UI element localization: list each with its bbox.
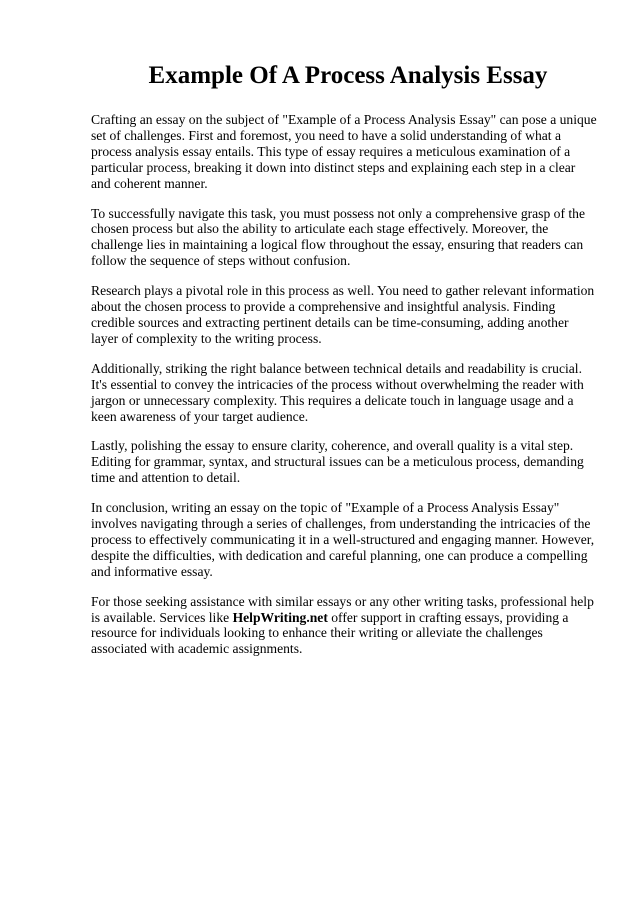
paragraph-navigate: To successfully navigate this task, you must possess not only a comprehensive grasp of the chosen process but also the ability to articulate each stage effectively. Moreover, the challenge lies in maintaining a logical flow throughout the essay, ensuring that readers can follow the sequence of steps without confusion. (91, 205, 586, 269)
paragraph-intro: Crafting an essay on the subject of "Example of a Process Analysis Essay" can pose a unique set of challenges. First and foremost, you need to have a solid understanding of what a process analysis essay entails. This type of essay requires a meticulous examination of a particular process, breaking it down into distinct steps and explaining each step in a clear and coherent manner. (91, 112, 597, 191)
helpwriting-link[interactable]: HelpWriting.net (232, 609, 328, 625)
closing-text-before-link: For those seeking assistance with similar essays or any other writing tasks, professional help is available. Services like (91, 593, 594, 625)
paragraph-research: Research plays a pivotal role in this process as well. You need to gather relevant information about the chosen process to provide a comprehensive and insightful analysis. Finding credible sources and extracting pertinent details can be time-consuming, adding another layer of complexity to the writing process. (91, 283, 595, 346)
paragraph-conclusion: In conclusion, writing an essay on the topic of "Example of a Process Analysis Essay" involves navigating through a series of challenges, from understanding the intricacies of the process to effectively communicating it in a well-structured and engaging manner. However, despite the difficulties, with dedication and careful planning, one can produce a compelling and informative essay. (91, 500, 595, 579)
closing-text-after-link: offer support in crafting essays, providing a resource for individuals looking to enhance their writing or alleviate the challenges associated with academic assignments. (91, 609, 569, 657)
paragraph-closing (91, 594, 597, 658)
paragraph-polishing: Lastly, polishing the essay to ensure clarity, coherence, and overall quality is a vital step. Editing for grammar, syntax, and structural issues can be a meticulous process, demanding time and attention to detail. (91, 438, 584, 486)
paragraph-balance: Additionally, striking the right balance between technical details and readability is crucial. It's essential to convey the intricacies of the process without overwhelming the reader with jargon or unnecessary complexity. This requires a delicate touch in language usage and a keen awareness of your target audience. (91, 360, 584, 424)
document-title: Example Of A Process Analysis Essay (148, 62, 548, 89)
